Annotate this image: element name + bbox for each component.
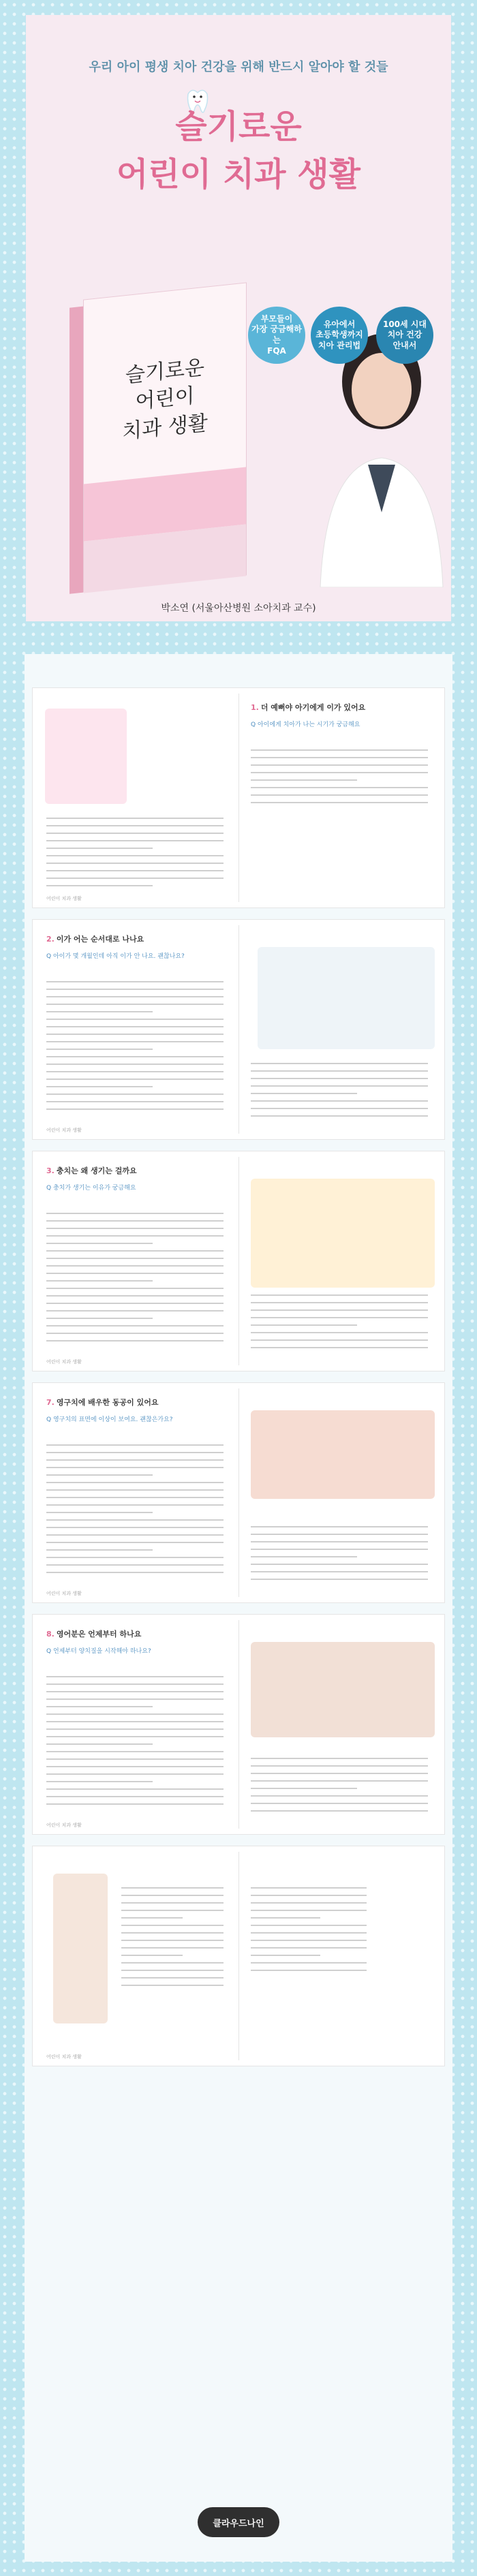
text-line (46, 1056, 224, 1057)
text-line (46, 818, 224, 819)
text-line (251, 1108, 428, 1109)
text-line (46, 1108, 224, 1110)
text-line (46, 1011, 153, 1012)
text-line (46, 1325, 224, 1326)
text-line (121, 1985, 224, 1986)
text-line (46, 1041, 224, 1042)
text-line (251, 764, 428, 766)
spread-heading-text: 영어분은 언제부터 하나요 (56, 1630, 142, 1639)
page-spread (33, 1846, 444, 2066)
spread-heading-text: 이가 어는 순서대로 나나요 (56, 935, 144, 944)
text-line (121, 1977, 224, 1978)
text-line (46, 1504, 224, 1506)
text-line (46, 1093, 224, 1095)
book-title-1: 슬기로운 (125, 355, 204, 388)
text-line (46, 1452, 224, 1453)
text-line (46, 1497, 224, 1498)
text-line (251, 1902, 367, 1904)
spread-footer: 어린이 치과 생활 (46, 896, 82, 901)
badge-care: 유아에서 초등학생까지 치아 관리법 (311, 307, 368, 364)
text-line (46, 1751, 224, 1752)
book-front (83, 282, 247, 592)
text-line (121, 1940, 224, 1941)
spread-heading (46, 1165, 137, 1176)
text-line (251, 1526, 428, 1527)
spread-question: Q 아이에게 치아가 나는 시기가 궁금해요 (251, 721, 360, 728)
text-line (46, 1683, 224, 1685)
text-line (46, 1459, 224, 1461)
badge-fqa: 부모들이 가장 궁금해하는 FQA (248, 307, 305, 364)
text-line (251, 1932, 367, 1934)
spread-footer: 어린이 치과 생활 (46, 1359, 82, 1365)
text-line (251, 1803, 428, 1804)
text-line (251, 1925, 367, 1926)
text-line (251, 1810, 428, 1812)
text-line (46, 1527, 224, 1528)
text-line (251, 779, 357, 781)
page-spread (33, 920, 444, 1139)
page-spread (33, 1151, 444, 1371)
text-line (121, 1947, 224, 1949)
spread-heading (46, 1397, 158, 1408)
text-line (46, 885, 153, 886)
text-line (46, 1736, 224, 1737)
spread-question: Q 아이가 몇 개월인데 아직 이가 안 나요. 괜찮나요? (46, 953, 185, 960)
text-line (121, 1925, 224, 1926)
page-spread (33, 1615, 444, 1834)
text-line (46, 1482, 224, 1483)
text-line (251, 1063, 428, 1064)
text-line (46, 1213, 224, 1214)
text-line (251, 1940, 367, 1941)
text-line (251, 1549, 428, 1550)
text-line (46, 1288, 224, 1289)
spread-heading-number: 3. (46, 1166, 55, 1175)
text-line (46, 848, 153, 849)
text-line (251, 1085, 428, 1087)
text-line (121, 1970, 224, 1971)
text-line (46, 1549, 153, 1551)
text-line (251, 794, 428, 796)
spread-heading (46, 1628, 141, 1639)
text-line (46, 1766, 224, 1767)
text-line (251, 1332, 428, 1333)
spread-heading-number: 2. (46, 935, 55, 944)
badge-guide: 100세 시대 치아 건강 안내서 (376, 307, 433, 364)
text-line (46, 1228, 224, 1229)
publisher-logo: 클라우드나인 (198, 2507, 279, 2537)
text-line (251, 1115, 428, 1117)
hero-title-line2: 어린이 치과 생활 (117, 155, 360, 193)
text-line (121, 1887, 224, 1889)
text-line (46, 1034, 224, 1035)
text-line (251, 1780, 428, 1782)
text-line (121, 1955, 183, 1956)
text-line (251, 1070, 428, 1072)
book-title-2: 어린이 (135, 384, 195, 414)
text-line (251, 802, 428, 803)
text-line (46, 1743, 153, 1745)
text-line (46, 1803, 224, 1805)
text-line (46, 833, 224, 834)
spread-heading-text: 충치는 왜 생기는 걸까요 (56, 1166, 137, 1175)
text-line (251, 1955, 320, 1956)
text-line (46, 1235, 224, 1237)
text-line (46, 863, 224, 864)
author-caption: 박소연 (서울아산병원 소아치과 교수) (161, 603, 316, 614)
text-line (251, 1895, 367, 1896)
text-line (46, 1781, 153, 1782)
text-line (46, 1078, 224, 1080)
page-spread (33, 688, 444, 907)
text-line (251, 1556, 357, 1557)
text-line (251, 1788, 357, 1789)
text-line (46, 1071, 224, 1072)
text-line (46, 1676, 224, 1677)
text-line (46, 1333, 224, 1334)
text-line (46, 840, 224, 841)
spread-question: Q 언제부터 양치질을 시작해야 하나요? (46, 1648, 151, 1655)
spread-illustration (251, 1410, 435, 1499)
text-line (251, 772, 428, 773)
text-line (46, 1004, 224, 1005)
text-line (46, 1220, 224, 1222)
text-line (121, 1902, 224, 1904)
text-line (251, 1347, 428, 1348)
spread-footer: 어린이 치과 생활 (46, 1591, 82, 1596)
text-line (121, 1962, 224, 1964)
spread-footer: 어린이 치과 생활 (46, 1128, 82, 1133)
spread-footer: 어린이 치과 생활 (46, 1822, 82, 1828)
text-line (121, 1932, 224, 1934)
text-line (46, 1086, 153, 1087)
spread-heading-number: 7. (46, 1398, 55, 1407)
text-line (46, 1064, 224, 1065)
hero-banner (26, 15, 451, 621)
text-line (46, 989, 224, 990)
text-line (46, 1557, 224, 1558)
text-line (46, 1310, 224, 1312)
text-line (46, 855, 224, 856)
text-line (251, 1309, 428, 1311)
text-line (46, 1728, 224, 1730)
text-line (251, 1579, 428, 1580)
text-line (46, 1721, 224, 1722)
text-line (251, 1758, 428, 1759)
text-line (46, 1265, 224, 1267)
hero-title-line1: 슬기로운 (175, 108, 302, 146)
text-line (46, 1273, 224, 1274)
spread-question: Q 영구치의 표면에 이상이 보여요. 괜찮은가요? (46, 1416, 173, 1423)
text-line (46, 1512, 153, 1513)
text-line (251, 1093, 357, 1094)
spread-illustration (53, 1874, 108, 2023)
hero-subtitle: 우리 아이 평생 치아 건강을 위해 반드시 알아야 할 것들 (89, 60, 388, 74)
spread-heading-text: 더 예뻐야 아기에게 이가 있어요 (260, 703, 366, 712)
text-line (251, 1917, 320, 1919)
text-line (251, 1302, 428, 1303)
text-line (121, 1895, 224, 1896)
text-line (46, 1758, 224, 1760)
text-line (46, 1773, 224, 1775)
text-line (46, 1250, 224, 1252)
text-line (46, 1049, 153, 1050)
text-line (251, 757, 428, 758)
text-line (46, 825, 224, 826)
spread-heading (251, 702, 365, 713)
text-line (251, 1773, 428, 1774)
text-line (46, 870, 224, 871)
text-line (46, 1444, 224, 1446)
spread-heading (46, 933, 144, 944)
text-line (251, 1564, 428, 1565)
book-spine (70, 307, 83, 594)
text-line (46, 1019, 224, 1020)
spread-heading-text: 영구치에 배우한 동공이 있어요 (56, 1398, 159, 1407)
text-line (46, 1303, 224, 1304)
text-line (251, 749, 428, 751)
spread-heading-number: 1. (251, 703, 259, 712)
text-line (251, 787, 428, 788)
spread-illustration (258, 947, 435, 1049)
text-line (46, 1564, 224, 1566)
book-title-3: 치과 생활 (122, 411, 208, 444)
text-line (46, 1467, 224, 1468)
text-line (251, 1910, 367, 1911)
text-line (251, 1947, 367, 1949)
text-line (251, 1339, 428, 1341)
text-line (251, 1765, 428, 1767)
spread-illustration (45, 709, 127, 804)
page-spread (33, 1383, 444, 1602)
text-line (46, 1713, 224, 1715)
text-line (46, 1101, 224, 1102)
text-line (121, 1917, 183, 1919)
spread-heading-number: 8. (46, 1630, 55, 1639)
text-line (46, 1295, 224, 1297)
text-line (46, 1698, 224, 1700)
text-line (46, 878, 224, 879)
text-line (46, 1474, 153, 1476)
text-line (46, 996, 224, 997)
text-line (46, 1796, 224, 1797)
text-line (46, 1572, 224, 1573)
text-line (251, 1541, 428, 1542)
spread-illustration (251, 1642, 435, 1737)
text-line (46, 1258, 224, 1259)
text-line (46, 1788, 224, 1790)
text-line (46, 1519, 224, 1521)
text-line (251, 1294, 428, 1296)
text-line (46, 1489, 224, 1491)
text-line (46, 1542, 224, 1543)
text-line (251, 1970, 367, 1971)
text-line (46, 1280, 153, 1282)
spread-illustration (251, 1179, 435, 1288)
book-cover (83, 282, 247, 592)
text-line (46, 1340, 224, 1341)
text-line (251, 1571, 428, 1572)
text-line (46, 1534, 224, 1536)
text-line (46, 1243, 153, 1244)
spread-question: Q 충치가 생기는 이유가 궁금해요 (46, 1185, 136, 1192)
text-line (46, 981, 224, 982)
text-line (251, 1887, 367, 1889)
text-line (251, 1078, 428, 1079)
text-line (251, 1100, 428, 1102)
text-line (251, 1317, 428, 1318)
text-line (251, 1795, 428, 1797)
text-line (46, 1706, 153, 1707)
text-line (251, 1534, 428, 1535)
text-line (46, 1026, 224, 1027)
text-line (251, 1324, 357, 1326)
text-line (46, 1318, 153, 1319)
spread-footer: 어린이 치과 생활 (46, 2054, 82, 2060)
text-line (46, 1691, 224, 1692)
text-line (251, 1962, 367, 1964)
text-line (121, 1910, 224, 1911)
